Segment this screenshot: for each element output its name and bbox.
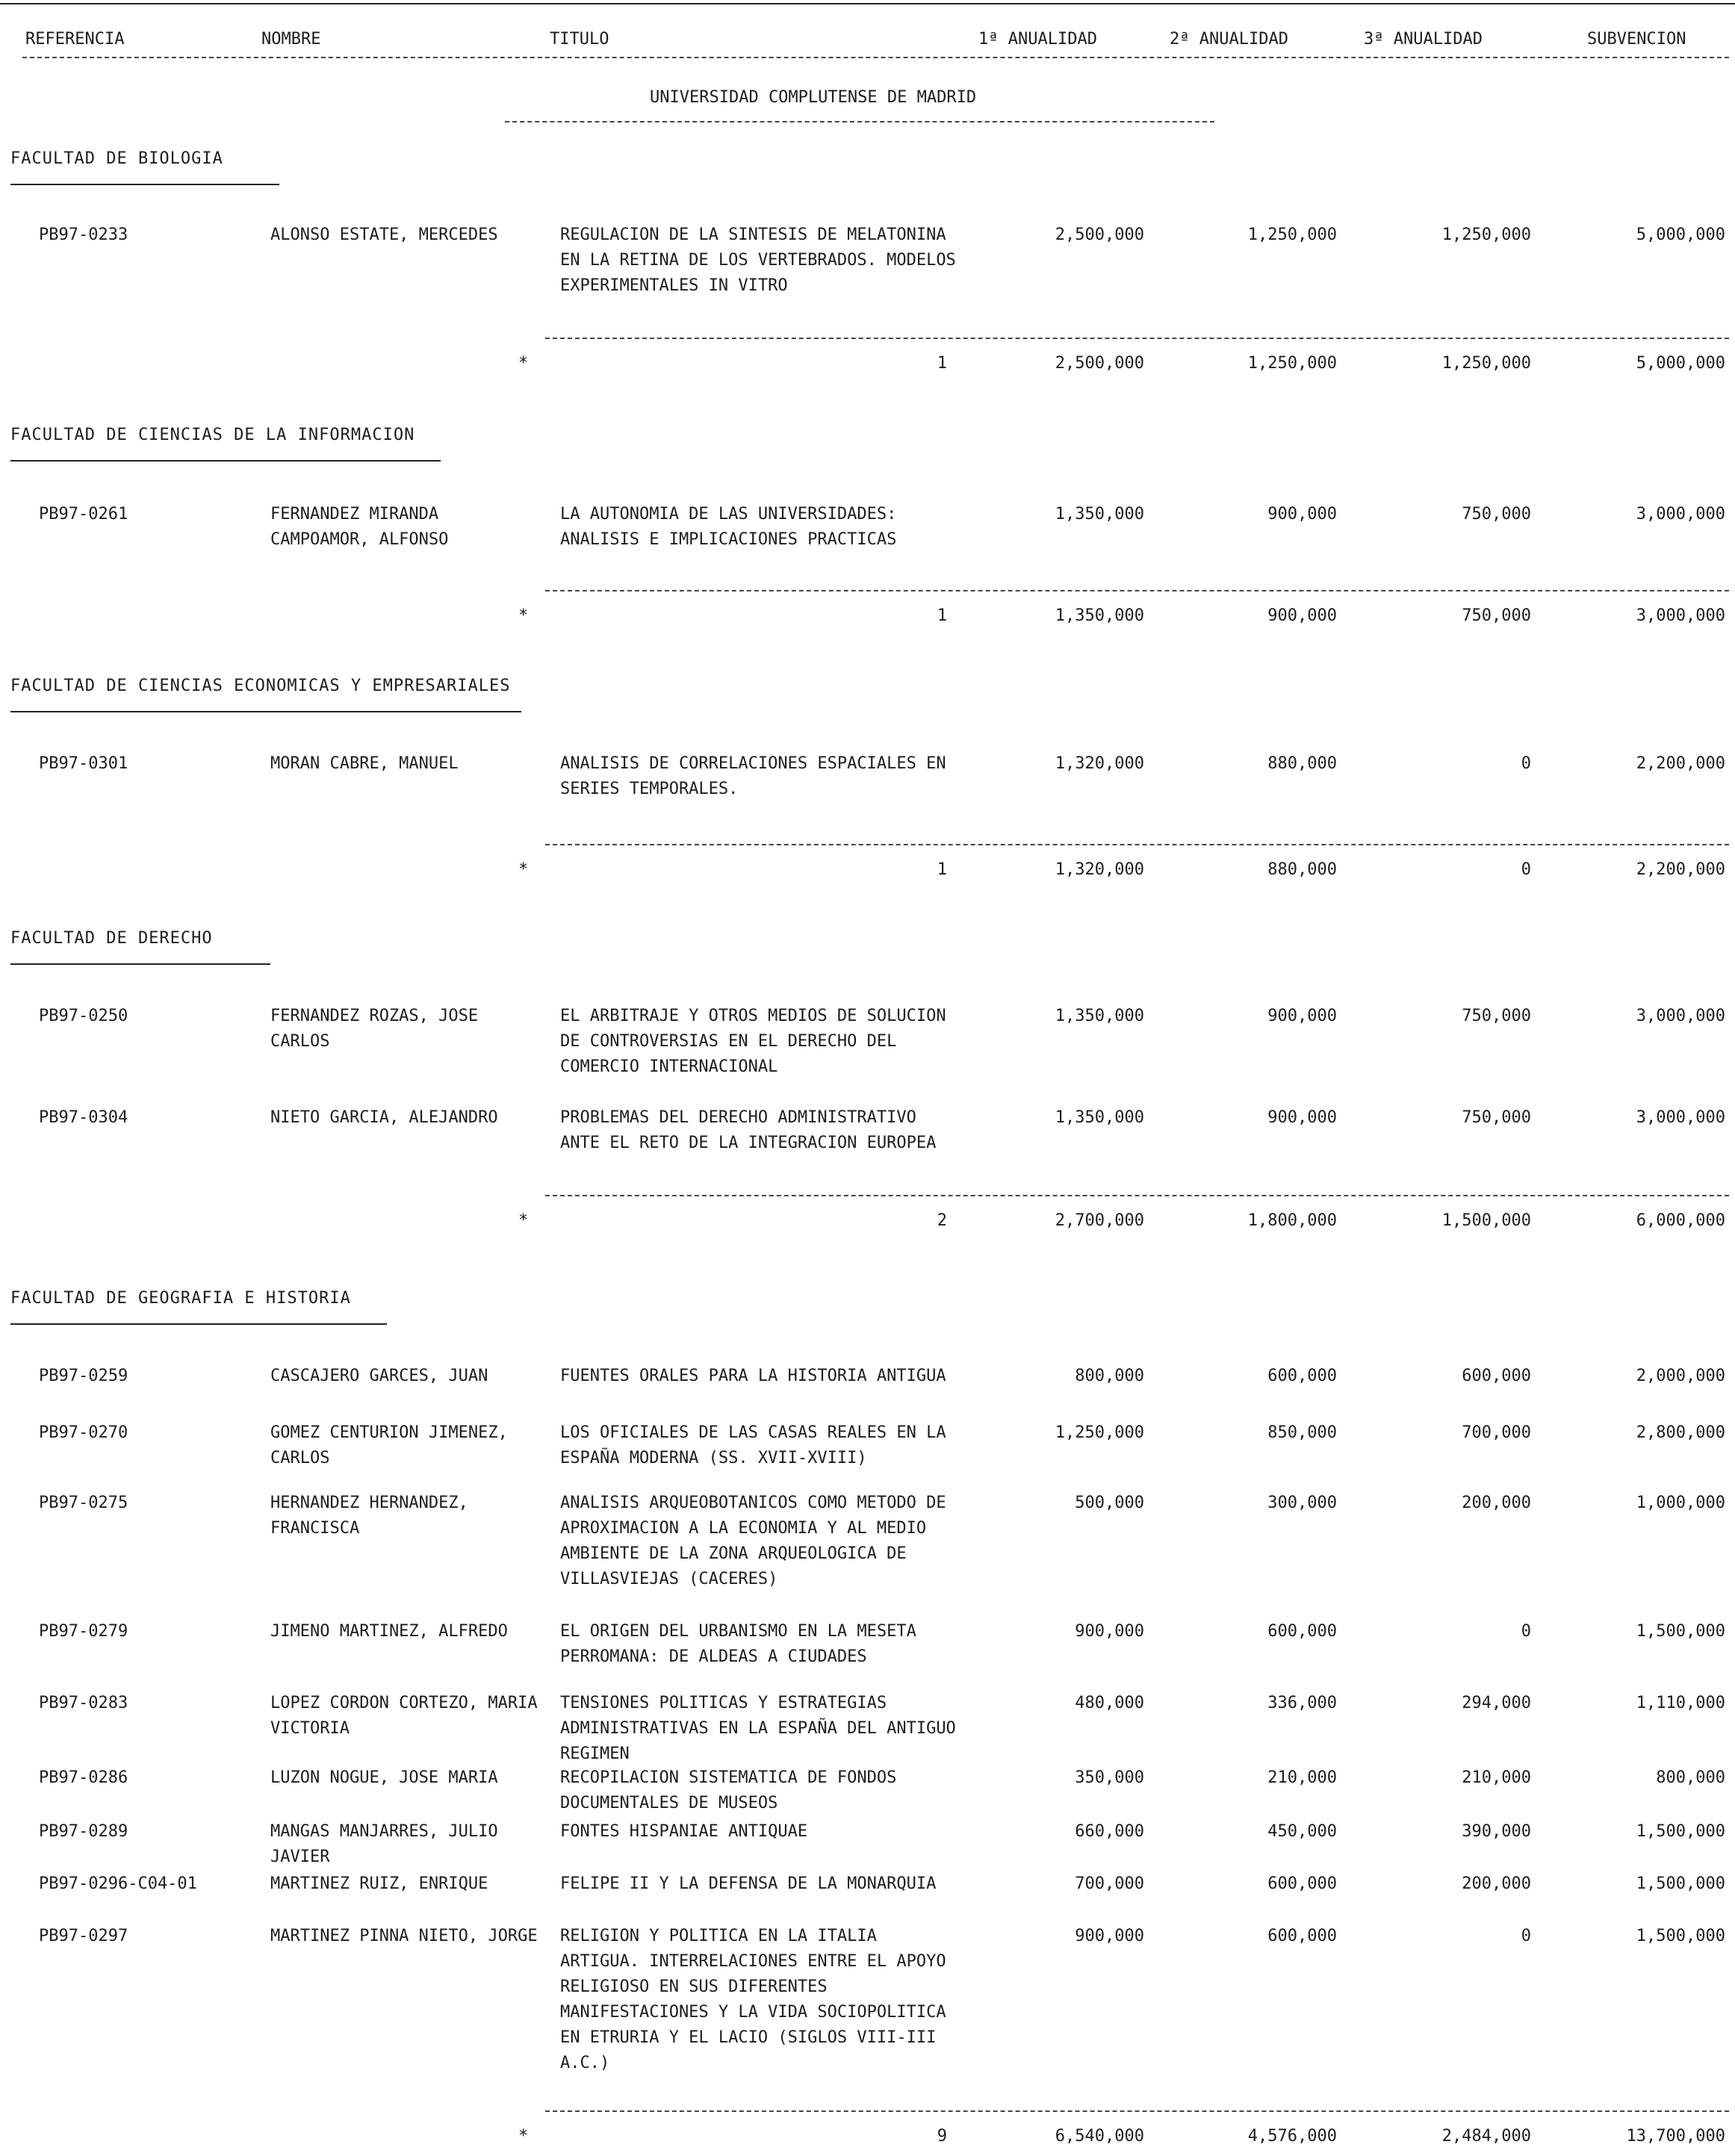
university-underline: [505, 121, 1214, 122]
row-titulo: EL ORIGEN DEL URBANISMO EN LA MESETA PERROMANA: DE ALDEAS A CIUDADES: [560, 1622, 916, 1666]
row-subvencion: 3,000,000: [1636, 1108, 1725, 1127]
row-anualidad2: 880,000: [1267, 754, 1337, 773]
row-titulo: EL ARBITRAJE Y OTROS MEDIOS DE SOLUCION DE CONTROVERSIAS EN EL DERECHO DEL COMERCIO INTERNACIONAL: [560, 1007, 946, 1076]
row-nombre: HERNANDEZ HERNANDEZ, FRANCISCA: [270, 1494, 468, 1538]
col-header-underline: [22, 57, 1729, 58]
section-underline: [10, 963, 270, 965]
row-nombre: FERNANDEZ MIRANDA CAMPOAMOR, ALFONSO: [270, 505, 449, 549]
subtotal-subvencion: 6,000,000: [1636, 1211, 1725, 1230]
row-anualidad1: 1,350,000: [1055, 1007, 1144, 1025]
row-nombre: JIMENO MARTINEZ, ALFREDO: [270, 1622, 508, 1641]
row-subvencion: 800,000: [1656, 1768, 1725, 1787]
row-anualidad2: 300,000: [1267, 1494, 1337, 1512]
row-anualidad3: 390,000: [1462, 1822, 1531, 1841]
subtotal-anualidad3: 1,500,000: [1441, 1211, 1531, 1230]
subtotal-mark: *: [518, 354, 529, 373]
section-underline: [10, 460, 441, 462]
row-anualidad3: 0: [1521, 754, 1531, 773]
row-anualidad1: 500,000: [1075, 1494, 1144, 1512]
row-anualidad2: 900,000: [1267, 1108, 1337, 1127]
subtotal-mark: *: [518, 2127, 529, 2146]
row-anualidad3: 0: [1521, 1927, 1531, 1945]
row-anualidad2: 900,000: [1267, 505, 1337, 524]
row-titulo: FELIPE II Y LA DEFENSA DE LA MONARQUIA: [560, 1874, 937, 1893]
row-nombre: LOPEZ CORDON CORTEZO, MARIA VICTORIA: [270, 1694, 538, 1738]
col-header-anualidad1: 1ª ANUALIDAD: [978, 30, 1097, 49]
row-referencia: PB97-0301: [39, 754, 128, 773]
subtotal-count: 1: [937, 860, 947, 879]
row-anualidad3: 600,000: [1462, 1367, 1531, 1385]
row-titulo: RECOPILACION SISTEMATICA DE FONDOS DOCUMENTALES DE MUSEOS: [560, 1768, 897, 1812]
row-nombre: CASCAJERO GARCES, JUAN: [270, 1367, 488, 1385]
row-titulo: RELIGION Y POLITICA EN LA ITALIA ARTIGUA. INTERRELACIONES ENTRE EL APOYO RELIGIOSO EN SUS DIFERENTES MANIFESTACIONES Y LA VIDA SOCIOPOLITICA EN ETRURIA Y EL LACIO (SIGLOS VIII-III A.C.): [560, 1927, 946, 2072]
row-subvencion: 1,500,000: [1636, 1622, 1725, 1641]
row-subvencion: 2,800,000: [1636, 1423, 1725, 1442]
row-titulo: PROBLEMAS DEL DERECHO ADMINISTRATIVO ANTE EL RETO DE LA INTEGRACION EUROPEA: [560, 1108, 937, 1152]
row-subvencion: 1,500,000: [1636, 1927, 1725, 1945]
section-title: FACULTAD DE CIENCIAS ECONOMICAS Y EMPRESARIALES: [10, 677, 511, 695]
row-referencia: PB97-0233: [39, 226, 128, 244]
subtotal-anualidad2: 880,000: [1267, 860, 1337, 879]
subtotal-dashes: [545, 2110, 1729, 2112]
row-anualidad2: 450,000: [1267, 1822, 1337, 1841]
row-anualidad2: 336,000: [1267, 1694, 1337, 1712]
subtotal-anualidad2: 4,576,000: [1247, 2127, 1337, 2146]
row-titulo: LA AUTONOMIA DE LAS UNIVERSIDADES: ANALISIS E IMPLICACIONES PRACTICAS: [560, 505, 897, 549]
subtotal-subvencion: 5,000,000: [1636, 354, 1725, 373]
row-anualidad3: 0: [1521, 1622, 1531, 1641]
subtotal-count: 1: [937, 354, 947, 373]
subtotal-subvencion: 13,700,000: [1626, 2127, 1725, 2146]
subtotal-count: 1: [937, 606, 947, 625]
row-referencia: PB97-0304: [39, 1108, 128, 1127]
row-anualidad3: 700,000: [1462, 1423, 1531, 1442]
row-subvencion: 3,000,000: [1636, 1007, 1725, 1025]
col-header-nombre: NOMBRE: [261, 30, 321, 49]
section-underline: [10, 184, 279, 185]
row-referencia: PB97-0283: [39, 1694, 128, 1712]
subtotal-dashes: [545, 338, 1729, 339]
subtotal-count: 2: [937, 1211, 947, 1230]
row-subvencion: 1,500,000: [1636, 1822, 1725, 1841]
row-referencia: PB97-0297: [39, 1927, 128, 1945]
subtotal-mark: *: [518, 860, 529, 879]
row-subvencion: 1,500,000: [1636, 1874, 1725, 1893]
row-anualidad1: 1,320,000: [1055, 754, 1144, 773]
row-anualidad1: 800,000: [1075, 1367, 1144, 1385]
row-referencia: PB97-0275: [39, 1494, 128, 1512]
row-anualidad1: 1,350,000: [1055, 1108, 1144, 1127]
row-titulo: TENSIONES POLITICAS Y ESTRATEGIAS ADMINISTRATIVAS EN LA ESPAÑA DEL ANTIGUO REGIMEN: [560, 1694, 956, 1763]
subtotal-anualidad2: 900,000: [1267, 606, 1337, 625]
col-header-anualidad3: 3ª ANUALIDAD: [1364, 30, 1483, 49]
section-underline: [10, 1323, 387, 1325]
row-subvencion: 5,000,000: [1636, 226, 1725, 244]
row-nombre: MARTINEZ RUIZ, ENRIQUE: [270, 1874, 488, 1893]
row-nombre: NIETO GARCIA, ALEJANDRO: [270, 1108, 498, 1127]
row-titulo: REGULACION DE LA SINTESIS DE MELATONINA EN LA RETINA DE LOS VERTEBRADOS. MODELOS EXPERIMENTALES IN VITRO: [560, 226, 956, 295]
section-title: FACULTAD DE DERECHO: [10, 929, 213, 948]
row-referencia: PB97-0270: [39, 1423, 128, 1442]
row-anualidad2: 850,000: [1267, 1423, 1337, 1442]
row-titulo: ANALISIS DE CORRELACIONES ESPACIALES EN SERIES TEMPORALES.: [560, 754, 946, 798]
col-header-subvencion: SUBVENCION: [1587, 30, 1686, 49]
subtotal-anualidad2: 1,250,000: [1247, 354, 1337, 373]
row-anualidad1: 900,000: [1075, 1622, 1144, 1641]
row-anualidad2: 600,000: [1267, 1367, 1337, 1385]
row-anualidad3: 1,250,000: [1441, 226, 1531, 244]
university-heading: UNIVERSIDAD COMPLUTENSE DE MADRID: [650, 88, 977, 107]
row-anualidad1: 660,000: [1075, 1822, 1144, 1841]
row-anualidad1: 1,250,000: [1055, 1423, 1144, 1442]
row-nombre: LUZON NOGUE, JOSE MARIA: [270, 1768, 498, 1787]
subtotal-dashes: [545, 844, 1729, 845]
row-referencia: PB97-0286: [39, 1768, 128, 1787]
row-anualidad3: 200,000: [1462, 1874, 1531, 1893]
row-anualidad1: 2,500,000: [1055, 226, 1144, 244]
subtotal-anualidad1: 6,540,000: [1055, 2127, 1144, 2146]
subtotal-anualidad1: 1,350,000: [1055, 606, 1144, 625]
row-nombre: GOMEZ CENTURION JIMENEZ, CARLOS: [270, 1423, 508, 1467]
row-subvencion: 2,000,000: [1636, 1367, 1725, 1385]
row-anualidad3: 200,000: [1462, 1494, 1531, 1512]
row-subvencion: 1,110,000: [1636, 1694, 1725, 1712]
row-anualidad2: 210,000: [1267, 1768, 1337, 1787]
section-title: FACULTAD DE CIENCIAS DE LA INFORMACION: [10, 426, 415, 444]
row-referencia: PB97-0250: [39, 1007, 128, 1025]
row-anualidad2: 900,000: [1267, 1007, 1337, 1025]
row-referencia: PB97-0259: [39, 1367, 128, 1385]
row-anualidad2: 600,000: [1267, 1874, 1337, 1893]
row-nombre: ALONSO ESTATE, MERCEDES: [270, 226, 498, 244]
subtotal-dashes: [545, 1195, 1729, 1196]
subtotal-anualidad3: 2,484,000: [1441, 2127, 1531, 2146]
subtotal-anualidad3: 1,250,000: [1441, 354, 1531, 373]
subtotal-anualidad3: 750,000: [1462, 606, 1531, 625]
section-title: FACULTAD DE BIOLOGIA: [10, 149, 223, 168]
row-anualidad1: 700,000: [1075, 1874, 1144, 1893]
row-anualidad3: 210,000: [1462, 1768, 1531, 1787]
subtotal-count: 9: [937, 2127, 947, 2146]
row-anualidad2: 1,250,000: [1247, 226, 1337, 244]
col-header-referencia: REFERENCIA: [25, 30, 125, 49]
row-titulo: ANALISIS ARQUEOBOTANICOS COMO METODO DE APROXIMACION A LA ECONOMIA Y AL MEDIO AMBIENTE DE LA ZONA ARQUEOLOGICA DE VILLASVIEJAS (CACERES): [560, 1494, 946, 1588]
subtotal-dashes: [545, 590, 1729, 591]
col-header-titulo: TITULO: [550, 30, 609, 49]
row-subvencion: 1,000,000: [1636, 1494, 1725, 1512]
row-nombre: MORAN CABRE, MANUEL: [270, 754, 459, 773]
subtotal-mark: *: [518, 606, 529, 625]
subtotal-anualidad1: 2,500,000: [1055, 354, 1144, 373]
row-anualidad1: 900,000: [1075, 1927, 1144, 1945]
row-anualidad2: 600,000: [1267, 1622, 1337, 1641]
row-titulo: FONTES HISPANIAE ANTIQUAE: [560, 1822, 808, 1841]
row-nombre: MANGAS MANJARRES, JULIO JAVIER: [270, 1822, 498, 1866]
section-underline: [10, 711, 521, 712]
subtotal-mark: *: [518, 1211, 529, 1230]
row-subvencion: 3,000,000: [1636, 505, 1725, 524]
subtotal-anualidad1: 1,320,000: [1055, 860, 1144, 879]
subtotal-anualidad3: 0: [1521, 860, 1531, 879]
section-title: FACULTAD DE GEOGRAFIA E HISTORIA: [10, 1289, 351, 1308]
subtotal-anualidad1: 2,700,000: [1055, 1211, 1144, 1230]
row-anualidad1: 480,000: [1075, 1694, 1144, 1712]
subtotal-subvencion: 3,000,000: [1636, 606, 1725, 625]
row-anualidad1: 1,350,000: [1055, 505, 1144, 524]
row-titulo: LOS OFICIALES DE LAS CASAS REALES EN LA ESPAÑA MODERNA (SS. XVII-XVIII): [560, 1423, 946, 1467]
subtotal-subvencion: 2,200,000: [1636, 860, 1725, 879]
row-anualidad2: 600,000: [1267, 1927, 1337, 1945]
row-referencia: PB97-0261: [39, 505, 128, 524]
row-anualidad3: 750,000: [1462, 505, 1531, 524]
row-nombre: MARTINEZ PINNA NIETO, JORGE: [270, 1927, 538, 1945]
col-header-anualidad2: 2ª ANUALIDAD: [1170, 30, 1288, 49]
row-anualidad3: 750,000: [1462, 1007, 1531, 1025]
row-referencia: PB97-0296-C04-01: [39, 1874, 197, 1893]
top-border-rule: [0, 3, 1735, 4]
subtotal-anualidad2: 1,800,000: [1247, 1211, 1337, 1230]
row-anualidad1: 350,000: [1075, 1768, 1144, 1787]
row-subvencion: 2,200,000: [1636, 754, 1725, 773]
row-titulo: FUENTES ORALES PARA LA HISTORIA ANTIGUA: [560, 1367, 946, 1385]
row-anualidad3: 750,000: [1462, 1108, 1531, 1127]
row-nombre: FERNANDEZ ROZAS, JOSE CARLOS: [270, 1007, 479, 1051]
row-referencia: PB97-0289: [39, 1822, 128, 1841]
row-referencia: PB97-0279: [39, 1622, 128, 1641]
row-anualidad3: 294,000: [1462, 1694, 1531, 1712]
